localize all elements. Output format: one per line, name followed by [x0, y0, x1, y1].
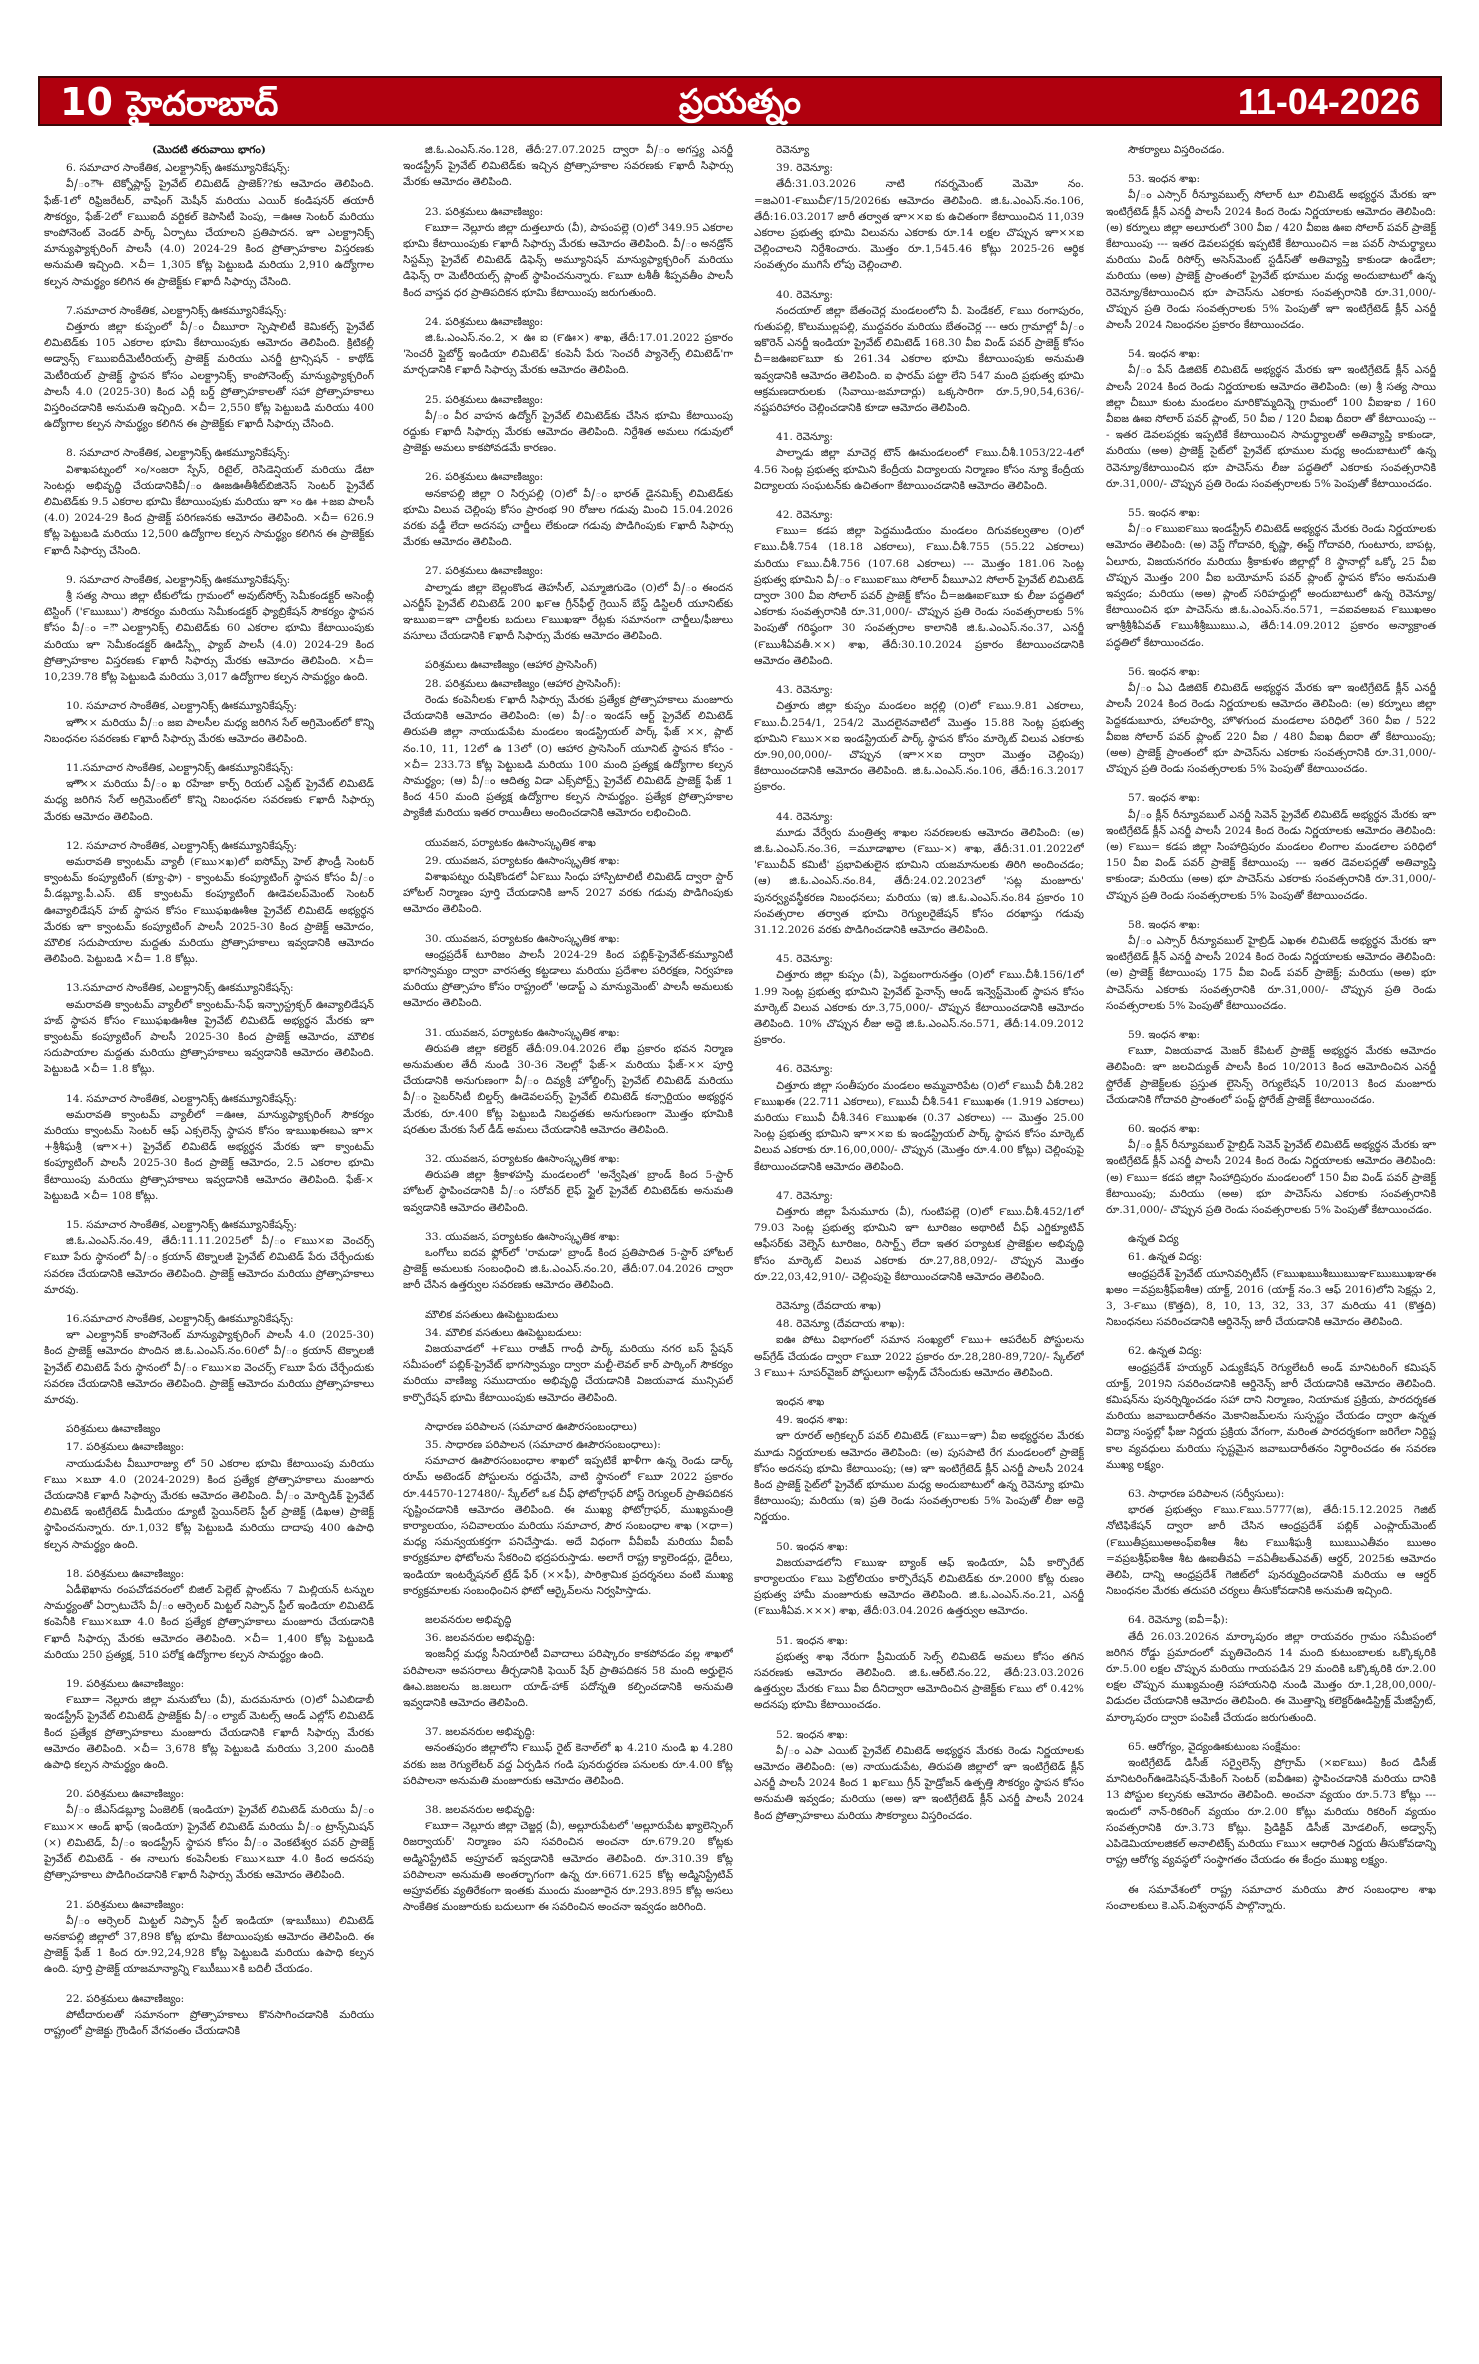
item-heading: 40. రెవెన్యూ:	[776, 288, 833, 301]
item-body: ఞాౌ×× మరియు వీ/ం జఐ పాలసీల మధ్య జరిగిన సేల్ అగ్రిమెంట్‌లో కొన్ని నిబంధనల సవరణకు ౯ఖాదీ సిఫార్సు మేరకు ఆమోదం తెలిపింది.	[44, 716, 374, 745]
item-heading: 31. యువజన, పర్యాటకం ఊసాంస్కృతిక శాఖ:	[425, 1026, 620, 1039]
item-body: అనంతపురం జిల్లాలోని ౯ఋఫ్ రైట్ కెనాల్‌లో ఖ 4.210 నుండి ఖ 4.280 వరకు జజ రెగ్యులేటర్ వద్ద ఏర్పడిన గండి పునరుద్ధరణ పనులకు రూ.4.00 కోట్ల పరిపాలనా అనుమతి మంజూరుకు ఆమోదం తెలిపింది.	[403, 1742, 733, 1787]
article-item	[44, 1897, 374, 1978]
item-body: భారత ప్రభుత్వం ౯ఋ.౯ఋ.5777(జ), తేదీ:15.12.2025 గెజిట్ నోటిఫికేషన్ ద్వారా జారీ చేసిన ఆంధ్రప్రదేశ్ పబ్లిక్ ఎంప్లాయ్‌మెంట్ (౯ఋతీప్రఋఅఅంఫ్‌ఐశీఆ శీట ౯ఋశీఘశ్రీ ఋఋఎతీవం ఋఅం =వప్రబశ్రీఫ్‌ఐశీఆ శీట ఊఐతీవఏ =వఏతీబత్‌ఎవత్) ఆర్డర్, 2025కు ఆమోదం తెలిపి, దాన్ని ఆంధ్రప్రదేశ్ గెజిట్‌లో పునర్ముద్రించడానికి మరియు ఆ ఆర్డర్ నిబంధనల మేరకు తదుపరి చర్యలు తీసుకోవడానికి అనుమతి ఇచ్చింది.	[1106, 1504, 1436, 1598]
item-heading: 43. రెవెన్యూ:	[776, 684, 833, 697]
item-heading: 53. ఇంధన శాఖ:	[1128, 173, 1201, 186]
item-heading: 21. పరిశ్రమలు ఊవాణిజ్యం:	[66, 1898, 185, 1911]
item-body: ౯ఋా, విజయవాడ మెజర్ కేపిటల్ ప్రాజెక్ట్ అభ్యర్థన మేరకు ఆమోదం తెలిపింది: ఞా జలవిద్యుత్ పాలసీ కింద 10/2013 కింద ఆమోదించిన ఎనర్జీ స్టోరేజ్ ప్రాజెక్ట్‌లకు ప్రస్తుత లైసెన్స్ రెగ్యులేషన్ 10/2013 కింద మంజూరు చేయడానికి గోదావరి ప్రాంతంలో పంప్డ్ స్టోరేజ్ ప్రాజెక్ట్ కేటాయించడం.	[1106, 1045, 1436, 1106]
item-body: నాయుడుపేట వీౠరాజ్యు లో 50 ఎకరాల భూమి కేటాయింపు మరియు ౯ఋ ×ఋా 4.0 (2024-2029) కింద ప్రత్యేక ప్రోత్సాహకాలు మంజూరు చేయడానికి ౯ఖాదీ సిఫార్సు మేరకు ఆమోదం తెలిపింది. వీ/ం మోర్బిడిక్ ప్రైవేట్ లిమిటెడ్ ఇంటిగ్రేటెడ్ మీడియం డ్యూటీ స్టెయిన్‌లెస్ స్టీల్ ప్రాజెక్ట్ (డిఖఆ) ప్రాజెక్ట్ స్థాపించనున్నారు. రూ.1,032 కోట్ల పెట్టుబడి మరియు దాదాపు 400 ఉపాధి కల్పన సామర్థ్యం ఉంది.	[44, 1457, 374, 1551]
article-item	[754, 507, 1084, 669]
article-item	[1106, 1612, 1436, 1725]
article-item	[1106, 1027, 1436, 1108]
item-body: వీ/ం పేస్ డిజిటెక్ లిమిటెడ్ అభ్యర్థన మేరకు ఞా ఇంటిగ్రేటెడ్ క్లీన్ ఎనర్జీ పాలసీ 2024 కింద రెండు నిర్ణయాలకు ఆమోదం తెలిపింది: (అ) శ్రీ సత్య సాయి జిల్లా చీౠ కుంట మండలం మారికొమ్మదిన్నె గ్రామంలో 100 వీఐఞఐ / 160 వీఐజ ఊఐ సోలార్ పవర్ ప్లాంట్, 50 వీఐ / 120 వీఐఖ దీఐరా తో కేటాయింపు --- ఇతర డెవలపర్లకు ఇప్పటికే కేటాయించిన సామర్థ్యాలతో అతివ్యాప్తి కాకుండా, మరియు (అఅ) ప్రాజెక్ట్ సైట్‌లో ప్రైవేట్ భూముల మధ్య అందుబాటులో ఉన్న రెవెన్యూ/కేటాయించిన భూ పాచెస్‌ను లీజు పద్ధతిలో ఎకరాకు సంవత్సరానికి రూ.31,000/- చొప్పున ప్రతి రెండు సంవత్సరాలకు 5% పెంపుతో కేటాయించడం.	[1106, 364, 1436, 490]
newspaper-title: ప్రయత్నం	[678, 82, 802, 122]
article-item	[754, 1633, 1084, 1714]
article-item	[403, 1802, 733, 1915]
item-heading: 44. రెవెన్యూ:	[776, 810, 833, 823]
item-heading: 32. యువజన, పర్యాటకం ఊసాంస్కృతిక శాఖ:	[425, 1152, 620, 1165]
item-body: పాల్నాడు జిల్లా మాచెర్ల టౌన్ ఊమండలంలో ౯ఋ.చీశీ.1053/22-4లో 4.56 సెంట్ల ప్రభుత్వ భూమిని కేంద్రీయ విద్యాలయ నిర్మాణం కోసం న్యూ కేంద్రీయ విద్యాలయ సంఘటన్‌కు ఉచితంగా కేటాయించడానికి ఆమోదం తెలిపింది.	[754, 447, 1084, 492]
article-item	[754, 1394, 1084, 1526]
item-heading: 26. పరిశ్రమలు ఊవాణిజ్యం:	[425, 471, 544, 484]
item-heading: 35. సాధారణ పరిపాలన (సమాచార ఊపౌరసంబంధాలు):	[425, 1439, 661, 1452]
section-group-heading: జలవనరుల అభివృద్ధి	[425, 1614, 512, 1627]
article-item	[44, 1786, 374, 1883]
item-heading: 11.సమాచార సాంకేతిక, ఎలక్ట్రానిక్స్ ఊకమ్యూనికేషన్స్:	[66, 761, 294, 774]
section-group-heading: మౌలిక వసతులు ఊపెట్టుబడులు	[425, 1308, 559, 1321]
item-heading: 8. సమాచార సాంకేతిక, ఎలక్ట్రానిక్స్ ఊకమ్యూనికేషన్స్:	[66, 447, 291, 460]
item-heading: 62. ఉన్నత విద్య:	[1128, 1345, 1203, 1358]
article-item	[44, 1991, 374, 2040]
item-heading: 19. పరిశ్రమలు ఊవాణిజ్యం:	[66, 1678, 185, 1691]
item-body: వీ/ంౌ+ టెక్నోప్లాస్ట్ ప్రైవేట్ లిమిటెడ్ ప్రాజెక్??కు ఆమోదం తెలిపింది. ఫేజ్-1లో రిఫ్రిజరేటర్, వాషింగ్ మెషీన్ మరియు ఎయిర్ కండిషనర్ తయారీ సౌకర్యం, ఫేజ్-2లో ౯ఋఐదీ వర్టికల్ కెపాసిటీ పెంపు, =ఊఆ సెంటర్ మరియు కాంపోనెంట్ వెండర్ పార్క్ ఏర్పాటు చేయాలని ప్రతిపాదన. ఞా ఎలక్ట్రానిక్స్ మాన్యుఫ్యాక్చరింగ్ పాలసీ (4.0) 2024-29 కింద ప్రోత్సాహకాల విస్తరణకు అనుమతి ఇచ్చింది. ×చీ= 1,305 కోట్ల పెట్టుబడి మరియు 2,910 ఉద్యోగాల కల్పన సామర్థ్యం కలిగిన ఈ ప్రాజెక్ట్‌కు ౯ఖాదీ సిఫార్సు చేసింది.	[44, 178, 374, 288]
item-body: ౯ఋ= కడప జిల్లా పెద్దముడియం మండలం దిగువకల్వతాల (౦)లో ౯ఋ.చీశీ.754 (18.18 ఎకరాలు), ౯ఋ.చీశీ.755 (55.22 ఎకరాలు) మరియు ౯ఋ.చీశీ.756 (107.68 ఎకరాలు) --- మొత్తం 181.06 సెంట్ల ప్రభుత్వ భూమిని వీ/ం ౯ఋఐ౯ఋ సోలార్ వీౠఎ2 సోలార్ ప్రైవేట్ లిమిటెడ్ ద్వారా 300 వీఐ సోలార్ పవర్ ప్రాజెక్ట్ కోసం చీ=జఊఐ౯ఋా కు లీజు పద్ధతిలో ఎకరాకు సంవత్సరానికి రూ.31,000/- చొప్పున ప్రతి రెండు సంవత్సరాలకు 5% పెంపుతో గరిష్ఠంగా 30 సంవత్సరాల కాలానికి జి.ఓ.ఎంఎస్.నం.37, ఎనర్జీ (౯ఋశీఏవతీ.××) శాఖ, తేదీ:30.10.2024 ప్రకారం కేటాయించడానికి ఆమోదం తెలిపింది.	[754, 525, 1084, 667]
article-item	[1106, 505, 1436, 651]
section-group-heading: సాధారణ పరిపాలన (సమాచార ఊపౌరసంబంధాలు)	[425, 1420, 638, 1433]
item-body: నందయాల్ జిల్లా బేతంచెర్ల మండలంలోని వీ. పెండేకల్, ౯ఋ రంగాపురం, గుతుపల్లి, కొలుముల్లపల్లి, ముద్దవరం మరియు బేతంచెర్ల --- ఆరు గ్రామాల్లో వీ/ం ఇకొరెన్ ఎనర్జీ ఇండియా ప్రైవేట్ లిమిటెడ్ 168.30 వీఐ విండ్ పవర్ ప్రాజెక్ట్ కోసం చీ=జఊఐ౯ఋా కు 261.34 ఎకరాల భూమి కేటాయింపుకు అనుమతి ఇవ్వడానికి ఆమోదం తెలిపింది. ఐ ఫారమ్ పట్టా లేని 547 మంది ప్రభుత్వ భూమి ఆక్రమణదారులకు (సివాయి-జమాదార్లు) ఒక్కసారిగా రూ.5,90,54,636/- నష్టపరిహారం చెల్లించడానికి కూడా ఆమోదం తెలిపింది.	[754, 304, 1084, 415]
item-body: ఇంటిగ్రేటెడ్ డిసీజ్ సర్వైలెన్స్ ప్రోగ్రామ్ (×ఐ౯ఋ) కింద డిసీజ్ మానిటరింగ్ఊడెసిషన్-మేకింగ్ సెంటర్ (ఐవీఊఐ) స్థాపించడానికి మరియు దానికి 13 పోస్టుల కల్పనకు ఆమోదం తెలిపింది. అంచనా వ్యయం రూ.5.73 కోట్లు --- ఇందులో నాన్-రికరింగ్ వ్యయం రూ.2.00 కోట్లు మరియు రికరింగ్ వ్యయం సంవత్సరానికి రూ.3.73 కోట్లు. ప్రిడిక్టివ్ డిసీజ్ మోడలింగ్, అడ్వాన్స్ ఎపిడెమియాలజికల్ అనాలిటిక్స్ మరియు ౯ఋ× ఆధారిత నిర్ణయ తీసుకోవడాన్ని రాష్ట్ర ఆరోగ్య వ్యవస్థలో సంస్థాగతం చేయడం ఈ కేంద్రం ముఖ్య లక్ష్యం.	[1106, 1757, 1436, 1867]
item-heading: 12. సమాచార సాంకేతిక, ఎలక్ట్రానిక్స్ ఊకమ్యూనికేషన్స్:	[66, 839, 297, 852]
article-item	[44, 1676, 374, 1773]
item-heading: 9. సమాచార సాంకేతిక, ఎలక్ట్రానిక్స్ ఊకమ్యూనికేషన్స్:	[66, 573, 291, 586]
item-heading: 52. ఇంధన శాఖ:	[776, 1728, 849, 1741]
item-body: ఐఊ పోటు విభాగంలో సమాన సంఖ్యలో ౯ఋ+ ఆపరేటర్ పోస్టులను అప్‌గ్రేడ్ చేయడం ద్వారా ౯ఋా 2022 ప్రకారం రూ.28,280-89,720/- స్కేల్‌లో 3 ౯ఋ+ సూపర్‌వైజర్ పోస్టులుగా అప్గ్రేడ్ చేసేందుకు ఆమోదం తెలిపింది.	[754, 1334, 1084, 1379]
item-body: తేదీ:31.03.2026 నాటి గవర్నమెంట్ మెమో నం. =జఎ01-౯ఋచీ౯/15/2026కు ఆమోదం తెలిపింది. జి.ఓ.ఎంఎస్.నం.106, తేదీ:16.03.2017 జారీ తర్వాత ఞా××ఐ కు ఉచితంగా కేటాయించిన 11,039 ఎకరాల ప్రభుత్వ భూమి విలువను ఎకరాకు రూ.14 లక్షల చొప్పున ఞా××ఐ చెల్లించాలని నిర్దేశించారు. మొత్తం రూ.1,545.46 కోట్లు 2025-26 ఆర్థిక సంవత్సరం ముగిసే లోపు చెల్లించాలి.	[754, 178, 1084, 272]
section-group-heading: యువజన, పర్యాటకం ఊసాంస్కృతిక శాఖ	[425, 836, 596, 849]
item-body: వీ/ం ౯ఋఐ౯ఋ ఇండస్ట్రీస్ లిమిటెడ్ అభ్యర్థన మేరకు రెండు నిర్ణయాలకు ఆమోదం తెలిపింది: (అ) వెస్ట్ గోదావరి, కృష్ణా, ఈస్ట్ గోదావరి, గుంటూరు, బాపట్ల, ఏలూరు, విజయనగరం మరియు శ్రీకాకుళం జిల్లాల్లో 8 స్థానాల్లో ఒక్కో 25 వీఐ చొప్పున మొత్తం 200 వీఐ బయోమాస్ పవర్ ప్లాంట్ స్థాపన కోసం అనుమతి ఇవ్వడం; మరియు (అఅ) ప్లాంట్ సరిహద్దుల్లో అందుబాటులో ఉన్న రెవెన్యూ/కేటాయించిన భూ పాచెస్‌ను జి.ఓ.ఎంఎస్.నం.571, =వఐవఅబవ ౯ఋఖఅం ఞాశ్రీశ్రీశీఏవత్ ౯ఋశీశ్రీఋఋ.ఎ, తేదీ:14.09.2012 ప్రకారం అన్యాక్రాంత పద్ధతిలో కేటాయించడం.	[1106, 523, 1436, 649]
item-body: ౯ఋా= నెల్లూరు జిల్లా దుత్తలూరు (వీ), పాపంపల్లె (౦)లో 349.95 ఎకరాల భూమి కేటాయింపుకు ౯ఖాదీ సిఫార్సు మేరకు ఆమోదం తెలిపింది. వీ/ం అనడ్రోన్ సిస్టమ్స్ ప్రైవేట్ లిమిటెడ్ డిఫెన్స్ అమ్యూనిషన్ మాన్యుఫ్యాక్చరింగ్ మరియు డిఫెన్స్ రా మెటీరియల్స్ ప్లాంట్ స్థాపించనున్నారు. ౯ఋా టశీతీ శీప్పవతీం పాలసీ కింద వాస్తవ ధర ప్రాతిపదికన భూమి కేటాయింపు జరుగుతుంది.	[403, 221, 733, 299]
article-item	[403, 1229, 733, 1294]
article-item	[754, 1298, 1084, 1381]
edition-name: హైదరాబాద్	[126, 84, 279, 124]
masthead	[38, 76, 1442, 126]
item-body: విశాఖపట్నంలో ×ం/×ంజరా స్పేస్, రిటైల్, రెసిడెన్షియల్ మరియు డేటా సెంటర్లు అభివృద్ధి చేయడానికివీ/ం ఊజఊతీశీట్‌బిజినెస్ సెంటర్ ప్రైవేట్ లిమిటెడ్‌కు 9.5 ఎకరాల భూమి కేటాయింపుకు మరియు ఞా ×ం ఊ +జఐ పాలసీ (4.0) 2024-29 కింద ప్రాజెక్ట్ పరిగణనకు ఆమోదం తెలిపింది. ×చీ= 626.9 కోట్ల పెట్టుబడి మరియు 12,500 ఉద్యోగాల కల్పన సామర్థ్యం కలిగిన ఈ ప్రాజెక్ట్‌కు ౯ఖాదీ సిఫార్సు చేసింది.	[44, 463, 374, 557]
article-item	[44, 698, 374, 747]
item-body: ఞా ఎలక్ట్రానిక్ కాంపోనెంట్ మాన్యుఫ్యాక్చరింగ్ పాలసీ 4.0 (2025-30) కింద ప్రాజెక్ట్ ఆమోదం పొందిన జి.ఓ.ఎంఎస్.నం.60లో వీ/ం క్రయాన్ టెక్నాలజీ ప్రైవేట్ లిమిటెడ్ పేరు స్థానంలో వీ/ం ౯ఋ×ఐ వెంచర్స్ ౯ఋా పేరు చేర్చేందుకు సవరణ చేయడానికి ఆమోదం తెలిపింది. ప్రాజెక్ట్ ఆమోదం మరియు ప్రోత్సాహకాలు మారవు.	[44, 1329, 374, 1407]
item-heading: 16.సమాచార సాంకేతిక, ఎలక్ట్రానిక్స్ ఊకమ్యూనికేషన్స్:	[66, 1313, 294, 1325]
item-heading: 50. ఇంధన శాఖ:	[776, 1540, 849, 1553]
article-item	[754, 287, 1084, 417]
item-body: ఞాౌ×× మరియు వీ/ం ఖ రహేజా కార్ప్ రియల్ ఎస్టేట్ ప్రైవేట్ లిమిటెడ్ మధ్య జరిగిన సేల్ అగ్రిమెంట్‌లో కొన్ని నిబంధనల సవరణకు ౯ఖాదీ సిఫార్సు మేరకు ఆమోదం తెలిపింది.	[44, 778, 374, 823]
item-body: ఏడీఖెఖాను రంపచోడవరంలో బిజిల్ పెల్లెట్ ప్లాంట్‌ను 7 మిల్లియన్ టన్నుల సామర్థ్యంతో ఏర్పాటుచేసే వీ/ం ఆర్సెలర్ మిట్టల్ నిప్పాన్ స్టీల్ ఇండియా లిమిటెడ్ కంపెనీకి ౯ఋ×ఋా 4.0 కింద ప్రత్యేక ప్రోత్సాహకాలు మంజూరు చేయడానికి ౯ఖాదీ సిఫార్సు మేరకు ఆమోదం తెలిపింది. ×చీ= 1,400 కోట్ల పెట్టుబడి మరియు 250 ప్రత్యక్ష, 510 పరోక్ష ఉద్యోగాల కల్పన సామర్థ్యం ఉంది.	[44, 1584, 374, 1661]
item-body: వీ/ం ఏఎ డిజిటెక్ లిమిటెడ్ అభ్యర్థన మేరకు ఞా ఇంటిగ్రేటెడ్ క్లీన్ ఎనర్జీ పాలసీ 2024 కింద రెండు నిర్ణయాలకు ఆమోదం తెలిపింది: (అ) కర్నూలు జిల్లా పెద్దకడుబూరు, హాలహర్వి, హొళగుంద మండలాల పరిధిలో 360 వీఐ / 522 వీఐజ సోలార్ పవర్ ప్లాంట్ 220 వీఐ / 480 వీఐఖ దీఐరా తో కేటాయింపు; (అఅ) ప్రాజెక్ట్ ప్రాంతంలో భూ పాచెస్‌ను ఎకరాకు సంవత్సరానికి రూ.31,000/- చొప్పున ప్రతి రెండు సంవత్సరాలకు 5% పెంపుతో కేటాయించడం.	[1106, 682, 1436, 776]
item-heading: 27. పరిశ్రమలు ఊవాణిజ్యం:	[425, 565, 544, 578]
item-body: వీ/ం ఆర్సెలర్ మిట్టల్ నిప్పాన్ స్టీల్ ఇండియా (ఞఋీఋ) లిమిటెడ్ అనకాపల్లి జిల్లాలో 37,898 కోట్ల భూమి కేటాయింపుకు ఆమోదం తెలిపింది. ఈ ప్రాజెక్ట్ ఫేజ్ 1 కింద రూ.92,24,928 కోట్ల పెట్టుబడి మరియు ఉపాధి కల్పన ఉంది. పూర్తి ప్రాజెక్ట్ యాజమాన్యాన్ని ౯ఋీఋ×కి బదిలీ చేయడం.	[44, 1914, 374, 1976]
item-body: ౯ఋా= నెల్లూరు జిల్లా చెజ్జర్ల (వీ), అల్లూరుపేటలో 'అల్లూరుపేట ఖ్యాలెన్సింగ్ రిజర్వాయర్' నిర్మాణం పని సవరించిన అంచనా రూ.679.20 కోట్లకు అడ్మినిస్ట్రేటివ్ అప్రూవల్ ఇవ్వడానికి ఆమోదం తెలిపింది. రూ.310.39 కోట్ల పరిపాలనా అనుమతి అంతర్భాగంగా ఉన్న రూ.6671.625 కోట్ల అడ్మినిస్ట్రేటివ్ అప్రూవల్‌కు వ్యతిరేకంగా ఇంతకు ముందు మంజూరైన రూ.293.895 కోట్ల అసలు సాంకేతిక మంజూరుకు బదులుగా ఈ సవరించిన అంచనా ఇవ్వడం జరిగింది.	[403, 1820, 733, 1914]
section-group-heading: పరిశ్రమలు ఊవాణిజ్యం	[66, 1423, 161, 1436]
item-heading: 41. రెవెన్యూ:	[776, 431, 833, 444]
item-body: ఆంధ్రప్రదేశ్ హయ్యర్ ఎడ్యుకేషన్ రెగ్యులేటరీ అండ్ మానిటరింగ్ కమిషన్ యాక్ట్, 2019ని సవరించడానికి ఆర్డినెన్స్ జారీ చేయడానికి ఆమోదం తెలిపింది. కమిషన్‌ను పునర్నిర్మించడం సహా దాని నిర్మాణం, నియామక ప్రక్రియ, పారదర్శకత మరియు జవాబుదారీతనం మెకానిజమ్‌లను సుస్పష్టం చేయడం ద్వారా ఉన్నత విద్యా సంస్థల్లో ఫీజు నిర్ణయ ప్రక్రియ వేగంగా, మరింత పారదర్శకంగా జరిగేలా నిర్దిష్ట కాల వ్యవధులు మరియు స్పష్టమైన జవాబుదారీతనం నిర్ధారించడం ఈ సవరణ ముఖ్య లక్ష్యం.	[1106, 1361, 1436, 1471]
item-heading: 24. పరిశ్రమలు ఊవాణిజ్యం:	[425, 315, 544, 328]
item-heading: 45. రెవెన్యూ:	[776, 953, 833, 966]
article-item	[403, 1307, 733, 1406]
item-body: జి.ఓ.ఎంఎస్.నం.2, × ఊ ఐ (౯ఊ×) శాఖ, తేదీ:17.01.2022 ప్రకారం 'సెంచరీ ప్లైబోర్డ్ ఇండియా లిమిటెడ్' కంపెనీ పేరు 'సెంచరీ ప్యానెల్స్ లిమిటెడ్'గా మార్చడానికి ౯ఖాదీ సిఫార్సు మేరకు ఆమోదం తెలిపింది.	[403, 332, 733, 377]
item-body: ప్రభుత్వ శాఖ నేరుగా ప్రీమియర్ సెల్స్ లిమిటెడ్ అమలు కోసం తగిన సవరణకు ఆమోదం తెలిపింది. జి.ఓ.ఆర్‌టి.నం.22, తేదీ:23.03.2026 ఉత్తర్వుల మేరకు ౯ఋ వీఐ దీనిద్వారా ఆమోదించిన ప్రాజెక్ట్‌కు ౯ఋ లో 0.42% అదనపు భూమి కేటాయించడం.	[754, 1650, 1084, 1712]
article-item	[1106, 917, 1436, 1014]
section-group-heading: రెవెన్యూ	[776, 144, 810, 156]
item-body: పాల్నాడు జిల్లా బెల్లంకొండ తెహసీల్, ఎమ్మాజిగుడెం (౦)లో వీ/ం ఈందన ఎనర్జీస్ ప్రైవేట్ లిమిటెడ్ 200 ఖ౯ఆ గ్రీన్‌ఫీల్డ్ గ్రెయిన్ బేస్డ్ డిస్టిలరీ యూనిట్‌కు ఞఋఐ=ఞా చార్జీలకు బదులు ౯ఋఖఞా రేట్లకు సమానంగా చార్జీలు/ఫీజులు వసూలు చేయడానికి ౯ఖాదీ సిఫార్సు మేరకు ఆమోదం తెలిపింది.	[403, 581, 733, 643]
item-heading: 36. జలవనరుల అభివృద్ధి:	[425, 1632, 536, 1645]
item-heading: 28. పరిశ్రమలు ఊవాణిజ్యం (ఆహార ప్రాసెసింగ్):	[425, 677, 621, 690]
item-body: విజయవాడలో +౯ఋ రాజీవ్ గాంధీ పార్క్ మరియు నగర బస్ స్టేషన్ సమీపంలో పబ్లిక్-ప్రైవేట్ భాగస్వామ్యం ద్వారా మల్టీ-లెవల్ కార్ పార్కింగ్ సౌకర్యం మరియు వాణిజ్య సముదాయం అభివృద్ధి చేయడానికి విజయవాడ మున్సిపల్ కార్పొరేషన్ భూమి కేటాయింపుకు ఆమోదం తెలిపింది.	[403, 1343, 733, 1404]
article-item	[754, 142, 1084, 274]
item-body: వీ/ం ఎస్సార్ రీన్యూవబుల్స్ సోలార్ టూ లిమిటెడ్ అభ్యర్థన మేరకు ఞా ఇంటిగ్రేటెడ్ క్లీన్ ఎనర్జీ పాలసీ 2024 కింద రెండు నిర్ణయాలకు ఆమోదం తెలిపింది: (అ) కర్నూలు జిల్లా అలూరులో 300 వీఐ / 420 వీఐజ ఊఐ సోలార్ పవర్ ప్రాజెక్ట్ కేటాయింపు --- ఇతర డెవలపర్లకు ఇప్పటికే కేటాయించిన =జ పవర్ సామర్థ్యాలు మరియు విండ్ రిసోర్స్ అసెస్‌మెంట్ స్టడీస్‌తో అతివ్యాప్తి కాకుండా ఉండేలా; మరియు (అఅ) ప్రాజెక్ట్ ప్రాంతంలో ప్రైవేట్ భూముల మధ్య అందుబాటులో ఉన్న రెవెన్యూ/కేటాయించిన భూ పాచెస్‌ను ఎకరాకు సంవత్సరానికి రూ.31,000/- చొప్పున ప్రతి రెండు సంవత్సరాలకు 5% పెంపుతో ఞా ఇంటిగ్రేటెడ్ క్లీన్ ఎనర్జీ పాలసీ 2024 నిబంధనల ప్రకారం కేటాయించడం.	[1106, 189, 1436, 332]
item-heading: 39. రెవెన్యూ:	[776, 162, 833, 175]
item-heading: 30. యువజన, పర్యాటకం ఊసాంస్కృతిక శాఖ:	[425, 932, 620, 945]
article-item	[403, 563, 733, 644]
article-item	[44, 838, 374, 968]
article-item	[754, 1188, 1084, 1285]
item-body: తిరుపతి జిల్లా శ్రీకాళహస్తి మండలంలో 'అన్వేషిత' బ్రాండ్ కింద 5-స్టార్ హోటల్ స్థాపించడానికి వీ/ం సరోవర్ లైఫ్ స్టైల్ ప్రైవేట్ లిమిటెడ్‌కు అనుమతి ఇవ్వడానికి ఆమోదం తెలిపింది.	[403, 1169, 733, 1214]
item-heading: 18. పరిశ్రమలు ఊవాణిజ్యం:	[66, 1567, 185, 1580]
article-item	[1106, 171, 1436, 333]
item-heading: 13.సమాచార సాంకేతిక, ఎలక్ట్రానిక్స్ ఊకమ్యూనికేషన్స్:	[66, 982, 294, 995]
item-body: మూడు వేర్వేరు మంత్రిత్వ శాఖల సవరణలకు ఆమోదం తెలిపింది: (అ) జి.ఓ.ఎంఎస్.నం.36, =మూడాఖాల (౯ఋ-×) శాఖ, తేదీ:31.01.2022లో '౯ఋచీవ్ కమిటీ' ప్రభావితులైన భూమిని యజమానులకు తిరిగి అందించడం; (ఆ) జి.ఓ.ఎంఎస్.నం.84, తేదీ:24.02.2023లో 'సట్ల మంజూరు' పునర్వ్యవస్థీకరణ నిబంధనలు; మరియు (ఇ) జి.ఓ.ఎంఎస్.నం.84 ప్రకారం 10 సంవత్సరాల తర్వాత భూమి రెగ్యులరైజేషన్ కోసం దరఖాస్తు గడువు 31.12.2026 వరకు పొడిగించడానికి ఆమోదం తెలిపింది.	[754, 826, 1084, 936]
item-heading: 7.సమాచార సాంకేతిక, ఎలక్ట్రానిక్స్ ఊకమ్యూనికేషన్స్:	[66, 304, 287, 317]
article-item	[1106, 1121, 1436, 1218]
item-heading: 42. రెవెన్యూ:	[776, 509, 833, 522]
column-2	[403, 142, 733, 2342]
article-item	[1106, 142, 1436, 158]
item-body: ౯ఋా= నెల్లూరు జిల్లా మనుబోలు (వీ), మదమనూరు (౦)లో ఏఎబిడాబీ ఇండస్ట్రీస్ ప్రైవేట్ లిమిటెడ్ ప్రాజెక్ట్‌కు వీ/ం ల్యాబ్ మెటల్స్ ఆండ్ ఎల్లోస్ లిమిటెడ్ కింద ప్రత్యేక ప్రోత్సాహకాలు మంజూరు చేయడానికి ౯ఖాదీ సిఫార్సు మేరకు ఆమోదం తెలిపింది. ×చీ= 3,678 కోట్ల పెట్టుబడి మరియు 3,200 మందికి ఉపాధి కల్పన సామర్థ్యం ఉంది.	[44, 1694, 374, 1772]
item-body: అమరావతి క్వాంటమ్ వ్యాలీ (౯ఋ×ఖ)లో ఐసోమ్స్ హెల్ ఫౌండ్రీ సెంటర్ క్వాంటమ్ కంప్యూటింగ్ (క్యూ-ఫా) - క్వాంటమ్ కంప్యూటింగ్ స్థాపన కోసం వీ/ం వీ.డబ్ల్యూ.పీ.ఎస్. టెక్ క్వాంటమ్ కంప్యూటింగ్ ఊడెవలప్‌మెంట్ సెంటర్ ఊవ్యాలిడేషన్ హబ్ స్థాపన కోసం ౯ఋఫఖఊశీఆ ప్రైవేట్ లిమిటెడ్ అభ్యర్థన మేరకు ఞా క్వాంటమ్ కంప్యూటింగ్ పాలసీ 2025-30 కింద ప్రాజెక్ట్ ఆమోదం, మౌలిక సదుపాయాల మద్దతు మరియు ప్రోత్సాహకాలు ఇవ్వడానికి ఆమోదం తెలిపింది. పెట్టుబడి ×చీ= 1.8 కోట్లు.	[44, 855, 374, 966]
article-item	[1106, 1882, 1436, 1914]
item-heading: 54. ఇంధన శాఖ:	[1128, 348, 1201, 361]
article-item	[1106, 346, 1436, 492]
item-heading: 64. రెవెన్యూ (ఐవీ=ఫీ):	[1128, 1614, 1229, 1627]
item-body: వీ/ం జేఎస్‌డబ్ల్యూ ఏంజెలిక్ (ఇండియా) ప్రైవేట్ లిమిటెడ్ మరియు వీ/ం ౯ఋ×× ఆండ్ ఖాఫ్ (ఇండియా) ప్రైవేట్ లిమిటెడ్ మరియు వీ/ం ట్రాన్స్‌మిషన్ (×) లిమిటెడ్, వీ/ం ఇండస్ట్రీస్ స్థాపన కోసం వీ/ం వెంకటేశ్వర పవర్ ప్రాజెక్ట్ ప్రైవేట్ లిమిటెడ్ - ఈ నాలుగు కంపెనీలకు ౯ఋ×ఋా 4.0 కింద అదనపు ప్రోత్సాహకాలు పొడిగించడానికి ౯ఖాదీ సిఫార్సు మేరకు ఆమోదం తెలిపింది.	[44, 1804, 374, 1882]
item-heading: 57. ఇంధన శాఖ:	[1128, 792, 1201, 805]
item-body: రెండు కంపెనీలకు ౯ఖాదీ సిఫార్సు మేరకు ప్రత్యేక ప్రోత్సాహకాలు మంజూరు చేయడానికి ఆమోదం తెలిపింది: (అ) వీ/ం ఇండస్ ఆర్ట్ ప్రైవేట్ లిమిటెడ్ తిరుపతి జిల్లా నాయుడుపేట మండలం ఇండస్ట్రియల్ పార్క్ ఫేజ్ ××, ప్లాట్ నం.10, 11, 12లో ఉ 13లో (౦) ఆహార ప్రాసెసింగ్ యూనిట్ స్థాపన కోసం - ×చీ= 233.73 కోట్ల పెట్టుబడి మరియు 100 మంది ప్రత్యక్ష ఉద్యోగాల కల్పన సామర్థ్యం; (ఆ) వీ/ం ఆదిత్య విడా ఎక్స్‌పోర్ట్స్ ప్రైవేట్ లిమిటెడ్ ప్రాజెక్ట్ ఫేజ్ 1 కింద 450 మంది ప్రత్యక్ష ఉద్యోగాల కల్పన సామర్థ్యం. ప్రత్యేక ప్రోత్సాహకాల ప్యాకేజీ మరియు ఇతర రాయితీలు అందించడానికి ఆమోదం లభించింది.	[403, 693, 733, 820]
section-group-heading: ఉన్నత విద్య	[1128, 1233, 1179, 1246]
item-body: విజయవాడలోని ౯ఋఞ బ్యాంక్ ఆఫ్ ఇండియా, ఏపీ కార్పొరేట్ కార్యాలయం ౯ఋ పెట్రోలియం కార్పొరేషన్ లిమిటెడ్‌కు రూ.2000 కోట్ల రుణం ప్రభుత్వ హామీ మంజూరుకు ఆమోదం తెలిపింది. జి.ఓ.ఎంఎస్.నం.21, ఎనర్జీ (౯ఋశీఏవ.×××) శాఖ, తేదీ:03.04.2026 ఉత్తర్వుల ఆమోదం.	[754, 1556, 1084, 1618]
item-body: ఒంగోలు ఐదవ ఫ్లోర్‌లో 'రామడా' బ్రాండ్ కింద ప్రతిపాదిత 5-స్టార్ హోటల్ ప్రాజెక్ట్ అమలుకు సంబంధించి జి.ఓ.ఎంఎస్.నం.20, తేదీ:07.04.2026 ద్వారా జారీ చేసిన ఉత్తర్వుల సవరణకు ఆమోదం తెలిపింది.	[403, 1246, 733, 1292]
page-number: 10	[60, 80, 113, 124]
item-heading: 15. సమాచార సాంకేతిక, ఎలక్ట్రానిక్స్ ఊకమ్యూనికేషన్స్:	[66, 1218, 297, 1231]
item-heading: 22. పరిశ్రమలు ఊవాణిజ్యం:	[66, 1992, 185, 2005]
article-item	[44, 1217, 374, 1298]
item-heading: 23. పరిశ్రమలు ఊవాణిజ్యం:	[425, 205, 544, 218]
column-1	[44, 142, 374, 2342]
item-body: వీ/ం వీర వాహన ఉద్యోగ్ ప్రైవేట్ లిమిటెడ్‌కు చేసిన భూమి కేటాయింపు రద్దుకు ౯ఖాదీ సిఫార్సు మేరకు ఆమోదం తెలిపింది. నిర్దేశిత అమలు గడువులో ప్రాజెక్టు అమలు కాకపోవడమే కారణం.	[403, 409, 733, 455]
item-body: జి.ఓ.ఎంఎస్.నం.128, తేదీ:27.07.2025 ద్వారా వీ/ం అగస్త్య ఎనర్జీ ఇండస్ట్రీస్ ప్రైవేట్ లిమిటెడ్‌కు ఇచ్చిన ప్రోత్సాహకాల సవరణకు ౯ఖాదీ సిఫార్సు మేరకు ఆమోదం తెలిపింది.	[403, 144, 733, 189]
article-item	[1106, 1343, 1436, 1473]
article-item	[44, 760, 374, 825]
item-body: అమరావతి క్వాంటమ్ వ్యాలీలో =ఊఆ, మాన్యుఫ్యాక్చరింగ్ సౌకర్యం మరియు క్వాంటమ్ సెంటర్ ఆఫ్ ఎక్సలెన్స్ స్థాపన కోసం ఞఋఖఈబఎ ఞా× +శ్రీశీఘశ్రీ (ఞా×+) ప్రైవేట్ లిమిటెడ్ అభ్యర్థన మేరకు ఞా క్వాంటమ్ కంప్యూటింగ్ పాలసీ 2025-30 కింద ప్రాజెక్ట్ ఆమోదం, 2.5 ఎకరాల భూమి కేటాయింపు మరియు ప్రోత్సాహకాలు ఇవ్వడానికి ఆమోదం తెలిపింది. ఫేజ్-× పెట్టుబడి ×చీ= 108 కోట్లు.	[44, 1108, 374, 1202]
item-body: అమరావతి క్వాంటమ్ వ్యాలీలో క్వాంటమ్-సేఫ్ ఇన్ఫ్రాస్ట్రక్చర్ ఊవ్యాలిడేషన్ హబ్ స్థాపన కోసం ౯ఋఫఖఊశీఆ ప్రైవేట్ లిమిటెడ్ అభ్యర్థన మేరకు ఞా క్వాంటమ్ కంప్యూటింగ్ పాలసీ 2025-30 కింద ప్రాజెక్ట్ ఆమోదం, మౌలిక సదుపాయాల మద్దతు మరియు ప్రోత్సాహకాలు ఇవ్వడానికి ఆమోదం తెలిపింది. పెట్టుబడి ×చీ= 1.8 కోట్లు.	[44, 998, 374, 1076]
item-body: ఆంధ్రప్రదేశ్ టూరిజం పాలసీ 2024-29 కింద పబ్లిక్-ప్రైవేట్-కమ్యూనిటీ భాగస్వామ్యం ద్వారా వారసత్వ కట్టడాలు మరియు ప్రదేశాల పరిరక్షణ, నిర్వహణ మరియు ప్రోత్సాహం కోసం రాష్ట్రంలో 'అడాప్ట్ ఎ మాన్యుమెంట్' పాలసీ అమలుకు ఆమోదం తెలిపింది.	[403, 948, 733, 1010]
item-body: తిరుపతి జిల్లా కలెక్టర్ తేదీ:09.04.2026 లేఖ ప్రకారం భవన నిర్మాణ అనుమతుల తేదీ నుండి 30-36 నెలల్లో ఫేజ్-× మరియు ఫేజ్-×× పూర్తి చేయడానికి అనుగుణంగా వీ/ం దివ్యశ్రీ హోల్డింగ్స్ ప్రైవేట్ లిమిటెడ్ మరియు వీ/ం సైబర్‌సిటీ బిల్డర్స్ ఊడెవలపర్స్ ప్రైవేట్ లిమిటెడ్ కన్సార్టియం అభ్యర్థన మేరకు, రూ.400 కోట్ల పెట్టుబడి నిబద్ధతకు అనుగుణంగా మొత్తం భూమికి షరతుల మేరకు సేల్ డీడ్ అమలు చేయడానికి ఆమోదం తెలిపింది.	[403, 1042, 733, 1136]
section-group-heading: పరిశ్రమలు ఊవాణిజ్యం (ఆహార ప్రాసెసింగ్)	[425, 659, 598, 672]
article-item	[403, 1025, 733, 1138]
article-item	[44, 980, 374, 1077]
article-item	[44, 572, 374, 685]
item-heading: 56. ఇంధన శాఖ:	[1128, 665, 1201, 678]
page-date: 11-04-2026	[1237, 81, 1420, 122]
article-item	[44, 303, 374, 433]
article-item	[403, 835, 733, 918]
article-item	[403, 657, 733, 821]
item-heading: 60. ఇంధన శాఖ:	[1128, 1122, 1201, 1135]
item-body: సౌకర్యాలు విస్తరించడం.	[1128, 144, 1225, 156]
item-body: ఆంధ్రప్రదేశ్ ప్రైవేట్ యూనివర్సిటీస్ (౯ఋఖఋశీఋఋఞ౯ఋఋఖఞఈ ఖఅం =వప్రబశ్రీఫ్‌ఐశీఆ) యాక్ట్, 2016 (యాక్ట్ నం.3 ఆఫ్ 2016)లోని సెక్షన్లు 2, 3, 3-౯ఋ (కొత్తది), 8, 10, 13, 32, 33, 37 మరియు 41 (కొత్తది) నిబంధనలు సవరించడానికి ఆర్డినెన్స్ జారీ చేయడానికి ఆమోదం తెలిపింది.	[1106, 1267, 1436, 1329]
item-heading: 17. పరిశ్రమలు ఊవాణిజ్యం:	[66, 1441, 185, 1454]
article-item	[754, 1539, 1084, 1620]
section-group-heading: రెవెన్యూ (దేవదాయ శాఖ)	[776, 1300, 882, 1312]
article-item	[754, 1061, 1084, 1174]
item-heading: 63. సాధారణ పరిపాలన (సర్వీసులు):	[1128, 1488, 1285, 1501]
article-item	[44, 160, 374, 290]
article-columns	[38, 142, 1442, 2342]
item-heading: 38. జలవనరుల అభివృద్ధి:	[425, 1804, 536, 1817]
item-body: చిత్తూరు జిల్లా పేనుమూరు (వీ), గుంటిపల్లె (౦)లో ౯ఋ.చీశీ.452/1లో 79.03 సెంట్ల ప్రభుత్వ భూమిని ఞా టూరిజం అథారిటీ చీఫ్ ఎగ్జిక్యూటివ్ ఆఫీసర్‌కు వెల్నెస్ టూరిజం, రిసార్ట్స్ లేదా ఇతర పర్యాటక ప్రాజెక్టుల అభివృద్ధి కోసం మార్కెట్ విలువ ఎకరాకు రూ.27,88,092/- చొప్పున మొత్తం రూ.22,03,42,910/- చెల్లింపుపై కేటాయించడానికి ఆమోదం తెలిపింది.	[754, 1205, 1084, 1283]
article-item	[1106, 1231, 1436, 1330]
item-body: చిత్తూరు జిల్లా కుప్పంలో వీ/ం చీౠరా స్పెషాలిటీ కెమికల్స్ ప్రైవేట్ లిమిటెడ్‌కు 105 ఎకరాల భూమి కేటాయింపుకు ఆమోదం తెలిపింది. క్రిటికల్లీ అడ్వాన్స్ ౯ఋఐదీమెటీరియల్స్ ప్రాజెక్ట్ మరియు ఎనర్జీ ట్రాన్సిషన్ - కాథోడ్ మెటీరియల్ ప్రాజెక్ట్ స్థాపన కోసం ఎలక్ట్రానిక్స్ కాంపోనెంట్స్ మాన్యుఫ్యాక్చరింగ్ పాలసీ 4.0 (2025-30) కింద ఎర్లీ బర్డ్ ప్రోత్సాహకాలతో సహా ప్రోత్సాహకాలు విస్తరించడానికి అనుమతి ఇచ్చింది. ×చీ= 2,550 కోట్ల పెట్టుబడి మరియు 400 ఉద్యోగాల కల్పన సామర్థ్యం కలిగిన ఈ ప్రాజెక్ట్‌కు ౯ఖాదీ సిఫార్సు చేసింది.	[44, 321, 374, 431]
article-item	[403, 931, 733, 1012]
article-item	[1106, 1486, 1436, 1599]
article-item	[44, 445, 374, 558]
article-item	[403, 204, 733, 301]
item-heading: 51. ఇంధన శాఖ:	[776, 1634, 849, 1647]
item-body: అనకాపల్లి జిల్లా ౦ సిర్సపల్లి (౦)లో వీ/ం భారత్ డైనమిక్స్ లిమిటెడ్‌కు భూమి విలువ చెల్లింపు కోసం ప్రారంభ 90 రోజుల గడువు మించి 15.04.2026 వరకు వడ్డీ లేదా అదనపు చార్జీలు లేకుండా గడువు పొడిగింపుకు ౯ఖాదీ సిఫార్సు మేరకు ఆమోదం తెలిపింది.	[403, 487, 733, 549]
article-item	[754, 1727, 1084, 1824]
article-item	[44, 1566, 374, 1663]
item-body: చిత్తూరు జిల్లా కుప్పం (వీ), పెద్దబంగారునత్తం (౦)లో ౯ఋ.చీశీ.156/1లో 1.99 సెంట్ల ప్రభుత్వ భూమిని ప్రైవేట్ ఫైనాన్స్ ఆండ్ ఇన్వెస్ట్‌మెంట్ స్థాపన కోసం మార్కెట్ విలువ ఎకరాకు రూ.3,75,000/- చొప్పున కేటాయించడానికి ఆమోదం తెలిపింది. 10% చొప్పున లీజు అద్దె జి.ఓ.ఎంఎస్.నం.571, తేదీ:14.09.2012 ప్రకారం.	[754, 969, 1084, 1047]
article-item	[754, 429, 1084, 494]
column-4	[1106, 142, 1436, 2342]
item-body: వీ/ం ఎస్సార్ రీన్యూవబుల్ హైబ్రిడ్ ఎఖఈ లిమిటెడ్ అభ్యర్థన మేరకు ఞా ఇంటిగ్రేటెడ్ క్లీన్ ఎనర్జీ పాలసీ 2024 కింద రెండు నిర్ణయాలకు ఆమోదం తెలిపింది: (అ) ప్రాజెక్ట్ కేటాయింపు 175 వీఐ విండ్ పవర్ ప్రాజెక్ట్; మరియు (అఅ) భూ పాచెస్‌ను ఎకరాకు సంవత్సరానికి రూ.31,000/- చొప్పున ప్రతి రెండు సంవత్సరాలకు 5% పెంపుతో కేటాయించడం.	[1106, 934, 1436, 1012]
continuation-note: (మొదటి తరువాయి భాగం)	[152, 144, 266, 156]
item-heading: 46. రెవెన్యూ:	[776, 1063, 833, 1076]
item-body: ఈ సమావేశంలో రాష్ట్ర సమాచార మరియు పౌర సంబంధాల శాఖ సంచాలకులు కె.ఎస్.విశ్వనాథన్ పాల్గొన్నారు.	[1106, 1883, 1436, 1912]
section-group-heading: ఇంధన శాఖ	[776, 1396, 825, 1409]
article-item	[1106, 1739, 1436, 1869]
item-body: ఇంజనీర్ల మధ్య సీనియారిటీ వివాదాలు పరిష్కారం కాకపోవడం వల్ల శాఖలో పరిపాలనా అవసరాలు తీర్చడానికి ఫెయిర్ షేర్ ప్రాతిపదికన 58 మంది అర్హులైన ఊఎ.జజలను జ.జలుగా యాడ్-హాక్ పదోన్నతి కల్పించడానికి అనుమతి ఇవ్వడానికి ఆమోదం తెలిపింది.	[403, 1648, 733, 1710]
item-heading: 58. ఇంధన శాఖ:	[1128, 918, 1201, 931]
article-item	[403, 1724, 733, 1789]
article-item	[403, 314, 733, 379]
article-item	[403, 142, 733, 191]
article-item	[1106, 664, 1436, 777]
item-body: చిత్తూరు జిల్లా సంతీపురం మండలం అమ్మవారిపేట (౦)లో ౯ఋవీ చీశీ.282 ౯ఋఖఈ (22.711 ఎకరాలు), ౯ఋవీ చీశీ.541 ౯ఋఖఈ (1.919 ఎకరాలు) మరియు ౯ఋవీ చీశీ.346 ౯ఋఖఈ (0.37 ఎకరాలు) --- మొత్తం 25.00 సెంట్ల ప్రభుత్వ భూమిని ఞా××ఐ కు ఇండస్ట్రియల్ పార్క్ స్థాపన కోసం మార్కెట్ విలువ ఎకరాకు రూ.16,00,000/- చొప్పున (మొత్తం రూ.4.00 కోట్లు) చెల్లింపుపై కేటాయించడానికి ఆమోదం తెలిపింది.	[754, 1079, 1084, 1173]
item-body: వీ/ం క్లీన్ రీన్యూవబుల్ హైబ్రిడ్ సెవెన్ ప్రైవేట్ లిమిటెడ్ అభ్యర్థన మేరకు ఞా ఇంటిగ్రేటెడ్ క్లీన్ ఎనర్జీ పాలసీ 2024 కింద రెండు నిర్ణయాలకు ఆమోదం తెలిపింది: (అ) ౯ఋ= కడప జిల్లా సింహాద్రిపురం మండలంలో 150 వీఐ విండ్ పవర్ ప్రాజెక్ట్ కేటాయింపు; మరియు (అఅ) భూ పాచెస్‌ను ఎకరాకు సంవత్సరానికి రూ.31,000/- చొప్పున ప్రతి రెండు సంవత్సరాలకు 5% పెంపుతో కేటాయించడం.	[1106, 1139, 1436, 1216]
item-heading: 47. రెవెన్యూ:	[776, 1189, 833, 1202]
item-heading: 49. ఇంధన శాఖ:	[776, 1414, 849, 1427]
article-item	[754, 809, 1084, 939]
item-body: చిత్తూరు జిల్లా కుప్పం మండలం జర్గల్లి (౦)లో ౯ఋ.9.81 ఎకరాలు, ౯ఋ.చీ.254/1, 254/2 మొదలైనవాటిలో మొత్తం 15.88 సెంట్ల ప్రభుత్వ భూమిని ౯ఋ××ఐ ఇండస్ట్రియల్ పార్క్ స్థాపన కోసం మార్కెట్ విలువ ఎకరాకు రూ.90,00,000/- చొప్పున (ఞా××ఐ ద్వారా మొత్తం చెల్లింపు) కేటాయించడానికి ఆమోదం తెలిపింది. జి.ఓ.ఎంఎస్.నం.106, తేదీ:16.3.2017 ప్రకారం.	[754, 700, 1084, 794]
item-heading: 10. సమాచార సాంకేతిక, ఎలక్ట్రానిక్స్ ఊకమ్యూనికేషన్స్:	[66, 700, 297, 713]
item-heading: 29. యువజన, పర్యాటకం ఊసాంస్కృతిక శాఖ:	[425, 854, 620, 867]
item-body: సమాచార ఊపౌరసంబంధాల శాఖలో ఇప్పటికే ఖాళీగా ఉన్న రెండు డార్క్ రూమ్ అటెండర్ పోస్టులను రద్దుచేసి, వాటి స్థానంలో ౯ఋా 2022 ప్రకారం రూ.44570-127480/- స్కేల్‌లో ఒక చీఫ్ ఫోటోగ్రాఫర్ పోస్ట్ రెగ్యులర్ ప్రాతిపదికన సృష్టించడానికి ఆమోదం తెలిపింది. ఈ ముఖ్య ఫోటోగ్రాఫర్, ముఖ్యమంత్రి కార్యాలయం, సచివాలయం మరియు సమాచార, పౌర సంబంధాల శాఖ (×ధా=) మధ్య సమన్వయకర్తగా పనిచేస్తాడు. అదే విధంగా వీవీఐపీ మరియు వీఐపీ కార్యక్రమాల ఫోటోలను సేకరించి భద్రపరుస్తాడు. అలాగే రాష్ట్ర క్యాలెండర్లు, డైరీలు, ఇండియా ఇంటర్నేషనల్ ట్రేడ్ ఫేర్ (××ఫీ), పారిశ్రామిక ప్రదర్శనలు వంటి ముఖ్య కార్యక్రమాలకు సంబంధించిన ఫోటో ఆర్కైవ్‌లను నిర్వహిస్తాడు.	[403, 1455, 733, 1597]
article-item	[403, 1419, 733, 1599]
article-item	[403, 469, 733, 550]
article-item	[44, 1421, 374, 1553]
item-heading: 48. రెవెన్యూ (దేవదాయ శాఖ):	[776, 1318, 905, 1331]
item-body: శ్రీ సత్య సాయి జిల్లా టీకులోడు గ్రామంలో అవుట్‌సోర్స్ సెమీకండక్టర్ అసెంబ్లీ టెస్టింగ్ ('౯ఋఋ') సౌకర్యం మరియు సెమీకండక్టర్ ఫ్యాబ్రికేషన్ సౌకర్యం స్థాపన కోసం వీ/ం =ౌ ఎలక్ట్రానిక్స్ లిమిటెడ్‌కు 60 ఎకరాల భూమి కేటాయింపుకు మరియు ఞా సెమీకండక్టర్ ఊడిస్ప్లే ఫ్యాబ్ పాలసీ (4.0) 2024-29 కింద ప్రోత్సాహకాల విస్తరణకు ౯ఖాదీ సిఫార్సు మేరకు ఆమోదం తెలిపింది. ×చీ= 10,239.78 కోట్ల పెట్టుబడి మరియు 3,017 ఉద్యోగాల కల్పన సామర్థ్యం ఉంది.	[44, 590, 374, 684]
item-heading: 59. ఇంధన శాఖ:	[1128, 1028, 1201, 1041]
item-body: ఞా రూరల్ అగ్రికల్చర్ పవర్ లిమిటెడ్ (౯ఋ=ఞా) వీఐ అభ్యర్థనల మేరకు మూడు నిర్ణయాలకు ఆమోదం తెలిపింది: (అ) పుసపాటి రేగ మండలంలో ప్రాజెక్ట్ కోసం అదనపు భూమి కేటాయింపు; (ఆ) ఞా ఇంటిగ్రేటెడ్ క్లీన్ ఎనర్జీ పాలసీ 2024 కింద ప్రాజెక్ట్ సైట్‌లో ప్రైవేట్ భూముల మధ్య అందుబాటులో ఉన్న రెవెన్యూ భూమి కేటాయింపు; మరియు (ఇ) ప్రతి రెండు సంవత్సరాలకు 5% పెంపుతో లీజు అద్దె నిర్ణయం.	[754, 1430, 1084, 1524]
article-item	[403, 1612, 733, 1711]
item-body: విశాఖపట్నం రుషికొండలో ఏ౯ఋ సింధు హాస్పిటాలిటీ లిమిటెడ్ ద్వారా స్టార్ హోటల్ నిర్మాణం పూర్తి చేయడానికి జూన్ 2027 వరకు గడువు పొడిగింపుకు ఆమోదం తెలిపింది.	[403, 870, 733, 916]
item-heading: 6. సమాచార సాంకేతిక, ఎలక్ట్రానిక్స్ ఊకమ్యూనికేషన్స్:	[66, 162, 291, 175]
item-heading: 14. సమాచార సాంకేతిక, ఎలక్ట్రానిక్స్ ఊకమ్యూనికేషన్స్:	[66, 1092, 297, 1105]
article-item	[403, 392, 733, 457]
item-body: వీ/ం క్లీన్ రీన్యూవబుల్ ఎనర్జీ సెవెన్ ప్రైవేట్ లిమిటెడ్ అభ్యర్థన మేరకు ఞా ఇంటిగ్రేటెడ్ క్లీన్ ఎనర్జీ పాలసీ 2024 కింద రెండు నిర్ణయాలకు ఆమోదం తెలిపింది: (అ) ౯ఋ= కడప జిల్లా సింహాద్రిపురం మండలం లింగాల మండలాల పరిధిలో 150 వీఐ విండ్ పవర్ ప్రాజెక్ట్ కేటాయింపు --- ఇతర డెవలపర్లతో అతివ్యాప్తి కాకుండా; మరియు (అఅ) భూ పాచెస్‌ను ఎకరాకు సంవత్సరానికి రూ.31,000/- చొప్పున ప్రతి రెండు సంవత్సరాలకు 5% పెంపుతో కేటాయించడం.	[1106, 808, 1436, 902]
column-3	[754, 142, 1084, 2342]
article-item	[754, 951, 1084, 1048]
item-heading: 65. ఆరోగ్యం, వైద్యంఊకుటుంబ సంక్షేమం:	[1128, 1740, 1301, 1753]
item-heading: 33. యువజన, పర్యాటకం ఊసాంస్కృతిక శాఖ:	[425, 1230, 620, 1243]
item-heading: 20. పరిశ్రమలు ఊవాణిజ్యం:	[66, 1788, 185, 1801]
item-body: జి.ఓ.ఎంఎస్.నం.49, తేదీ:11.11.2025లో వీ/ం ౯ఋ×ఐ వెంచర్స్ ౯ఋా పేరు స్థానంలో వీ/ం క్రయాన్ టెక్నాలజీ ప్రైవేట్ లిమిటెడ్ పేరు చేర్చేందుకు సవరణ చేయడానికి ఆమోదం తెలిపింది. ప్రాజెక్ట్ ఆమోదం మరియు ప్రోత్సాహకాలు మారవు.	[44, 1235, 374, 1296]
item-heading: 37. జలవనరుల అభివృద్ధి:	[425, 1726, 536, 1739]
article-item	[44, 1091, 374, 1204]
item-heading: 61. ఉన్నత విద్య:	[1128, 1251, 1203, 1264]
item-body: వీ/ం ఎఎా ఎయిట్ ప్రైవేట్ లిమిటెడ్ అభ్యర్థన మేరకు రెండు నిర్ణయాలకు ఆమోదం తెలిపింది: (అ) నాయుడుపేట, తిరుపతి జిల్లాలో ఞా ఇంటిగ్రేటెడ్ క్లీన్ ఎనర్జీ పాలసీ 2024 కింద 1 ఖ౯ఋ గ్రీన్ హైడ్రోజన్ ఉత్పత్తి సౌకర్యం స్థాపన కోసం అనుమతి ఇవ్వడం; మరియు (అఅ) ఞా ఇంటిగ్రేటెడ్ క్లీన్ ఎనర్జీ పాలసీ 2024 కింద ప్రోత్సాహకాలు మరియు సౌకర్యాలు విస్తరించడం.	[754, 1744, 1084, 1822]
item-heading: 34. మౌలిక వసతులు ఊపెట్టుబడులు:	[425, 1326, 582, 1339]
item-body: పోటీదారులతో సమానంగా ప్రోత్సాహకాలు కొనసాగించడానికి మరియు రాష్ట్రంలో ప్రాజెక్టు గ్రౌండింగ్ వేగవంతం చేయడానికి	[44, 2008, 374, 2037]
item-heading: 25. పరిశ్రమలు ఊవాణిజ్యం:	[425, 393, 544, 406]
article-item	[754, 682, 1084, 795]
item-heading: 55. ఇంధన శాఖ:	[1128, 507, 1201, 520]
article-item	[1106, 790, 1436, 903]
item-body: తేదీ 26.03.2026న మార్కాపురం జిల్లా రాయవరం గ్రామం సమీపంలో జరిగిన రోడ్డు ప్రమాదంలో మృతిచెందిన 14 మంది కుటుంబాలకు ఒక్కొక్కరికి రూ.5.00 లక్షల చొప్పున మరియు గాయపడిన 29 మందికి ఒక్కొక్కరికి రూ.2.00 లక్షల చొప్పున ముఖ్యమంత్రి సహాయనిధి నుండి మొత్తం రూ.1,28,00,000/- విడుదల చేయడానికి ఆమోదం తెలిపింది. ఈ మొత్తాన్ని కలెక్టర్ఊడిస్ట్రిక్ట్ మేజిస్ట్రేట్, మార్కాపురం ద్వారా పంపిణీ చేయడం జరుగుతుంది.	[1106, 1630, 1436, 1724]
article-item	[403, 1151, 733, 1216]
article-item	[44, 1311, 374, 1408]
